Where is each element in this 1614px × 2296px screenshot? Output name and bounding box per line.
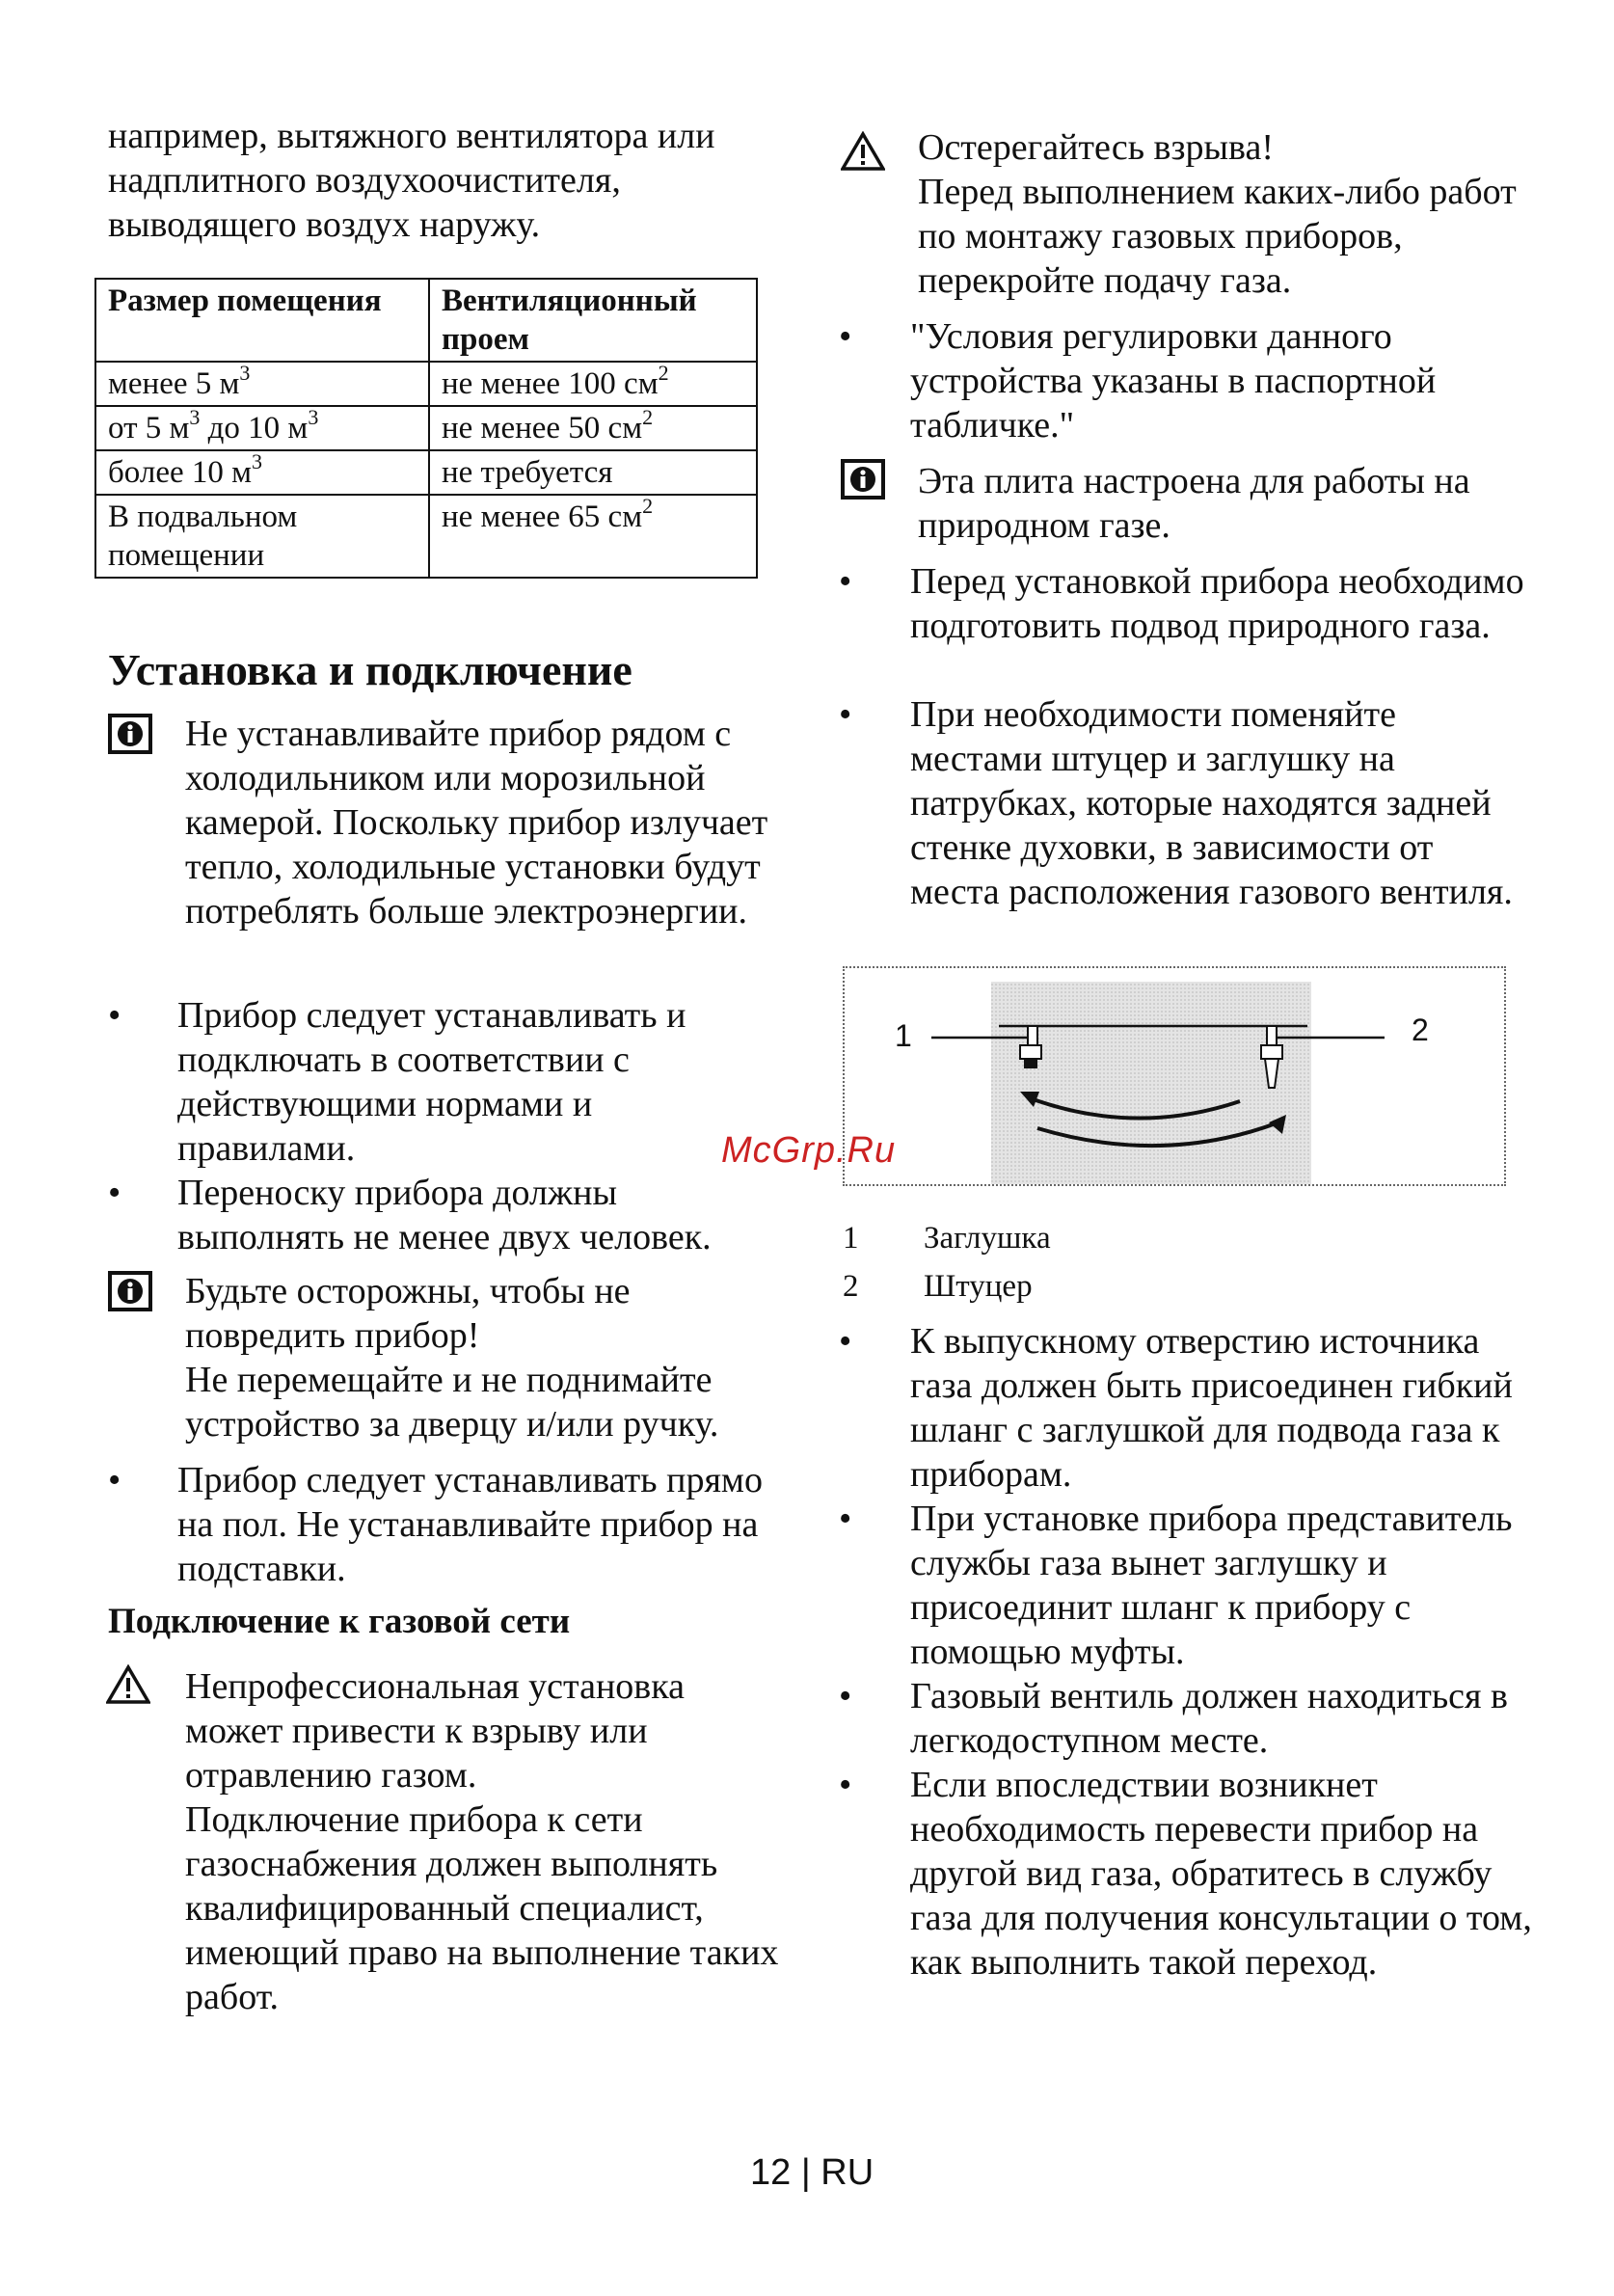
table-cell-vent: не менее 100 $см^2$ xyxy=(429,362,757,406)
warning-icon xyxy=(106,1664,150,1705)
bullet-marker: • xyxy=(839,694,852,735)
page-footer xyxy=(750,2150,874,2195)
bullet-marker: • xyxy=(839,1765,852,1805)
warning-icon xyxy=(841,131,885,172)
page-language: RU xyxy=(820,2152,874,2193)
bullet-marker: • xyxy=(839,1321,852,1362)
bullet-marker: • xyxy=(108,1460,121,1500)
diagram-drawing xyxy=(845,968,1504,1184)
intro-paragraph: например, вытяжного вентилятора или надплитного воздухоочистителя, выводящего воздух наружу. xyxy=(108,116,715,245)
bullet-marker: • xyxy=(108,1173,121,1213)
table-cell-size: более 10 $м^3$ xyxy=(95,450,429,495)
bullet-text: При установке прибора представитель службы газа вынет заглушку и присоединит шланг к прибору с помощью муфты. xyxy=(910,1499,1513,1672)
bullet-text: Прибор следует устанавливать прямо на пол. Не устанавливайте прибор на подставки. xyxy=(177,1460,763,1589)
info-icon xyxy=(108,1271,152,1311)
table-cell-size: менее 5 $м^3$ xyxy=(95,362,429,406)
bullet-text: Газовый вентиль должен находиться в легкодоступном месте. xyxy=(910,1676,1508,1761)
legend-number: 2 xyxy=(843,1269,859,1304)
table-row xyxy=(95,495,757,578)
bullet-marker: • xyxy=(839,1676,852,1716)
table-cell-vent: не требуется xyxy=(429,450,757,495)
info-text-careful: Будьте осторожны, чтобы не повредить прибор! Не перемещайте и не поднимайте устройство за дверцу и/или ручку. xyxy=(185,1271,719,1445)
legend-text: Штуцер xyxy=(924,1269,1033,1304)
diagram-label-1: 1 xyxy=(895,1018,912,1053)
bullet-text: К выпускному отверстию источника газа должен быть присоединен гибкий шланг с заглушкой для подвода газа к приборам. xyxy=(910,1321,1513,1495)
bullet-marker: • xyxy=(108,995,121,1036)
info-icon xyxy=(841,459,885,500)
table-header-size: Размер помещения xyxy=(95,279,429,362)
legend-text: Заглушка xyxy=(924,1221,1051,1256)
bullet-marker: • xyxy=(839,316,852,357)
table-cell-size: от 5 $м^3$ до 10 $м^3$ xyxy=(95,406,429,450)
footer-separator: | xyxy=(800,2152,811,2193)
table-row xyxy=(95,406,757,450)
warning-text-gas-off: Остерегайтесь взрыва! Перед выполнением каких-либо работ по монтажу газовых приборов, перекройте подачу газа. xyxy=(918,127,1517,301)
ventilation-table xyxy=(94,278,758,579)
table-cell-size: В подвальном помещении xyxy=(95,495,429,578)
info-text-fridge: Не устанавливайте прибор рядом с холодильником или морозильной камерой. Поскольку прибор излучает тепло, холодильные установки будут потреблять больше электроэнергии. xyxy=(185,714,768,932)
watermark: McGrp.Ru xyxy=(721,1130,897,1171)
bullet-text: "Условия регулировки данного устройства указаны в паспортной табличке." xyxy=(910,316,1437,446)
table-row xyxy=(95,362,757,406)
table-row xyxy=(95,450,757,495)
page-number: 12 xyxy=(750,2152,792,2193)
bullet-text: Прибор следует устанавливать и подключать в соответствии с действующими нормами и правилами. xyxy=(177,995,686,1169)
nozzle-diagram xyxy=(843,966,1506,1186)
warning-text-explosion: Непрофессиональная установка может привести к взрыву или отравлению газом. Подключение прибора к сети газоснабжения должен выполнять квалифицированный специалист, имеющий право на выполнение таких работ. xyxy=(185,1666,779,2017)
table-cell-vent: не менее 65 $см^2$ xyxy=(429,495,757,578)
bullet-marker: • xyxy=(839,1499,852,1539)
diagram-label-2: 2 xyxy=(1412,1013,1429,1047)
info-text-natural-gas: Эта плита настроена для работы на природном газе. xyxy=(918,461,1470,546)
bullet-text: Если впоследствии возникнет необходимость перевести прибор на другой вид газа, обратитесь в службу газа для получения консультации о том, как выполнить такой переход. xyxy=(910,1765,1532,1983)
bullet-text: Перед установкой прибора необходимо подготовить подвод природного газа. xyxy=(910,561,1524,646)
section-title: Установка и подключение xyxy=(108,645,632,694)
info-icon xyxy=(108,714,152,754)
table-header-row xyxy=(95,279,757,362)
bullet-marker: • xyxy=(839,561,852,602)
subsection-title: Подключение к газовой сети xyxy=(108,1602,571,1641)
bullet-text: При необходимости поменяйте местами штуцер и заглушку на патрубках, которые находятся задней стенке духовки, в зависимости от места расположения газового вентиля. xyxy=(910,694,1513,912)
table-cell-vent: не менее 50 $см^2$ xyxy=(429,406,757,450)
table-header-vent: Вентиляционный проем xyxy=(429,279,757,362)
bullet-text: Переноску прибора должны выполнять не менее двух человек. xyxy=(177,1173,712,1257)
legend-number: 1 xyxy=(843,1221,859,1256)
